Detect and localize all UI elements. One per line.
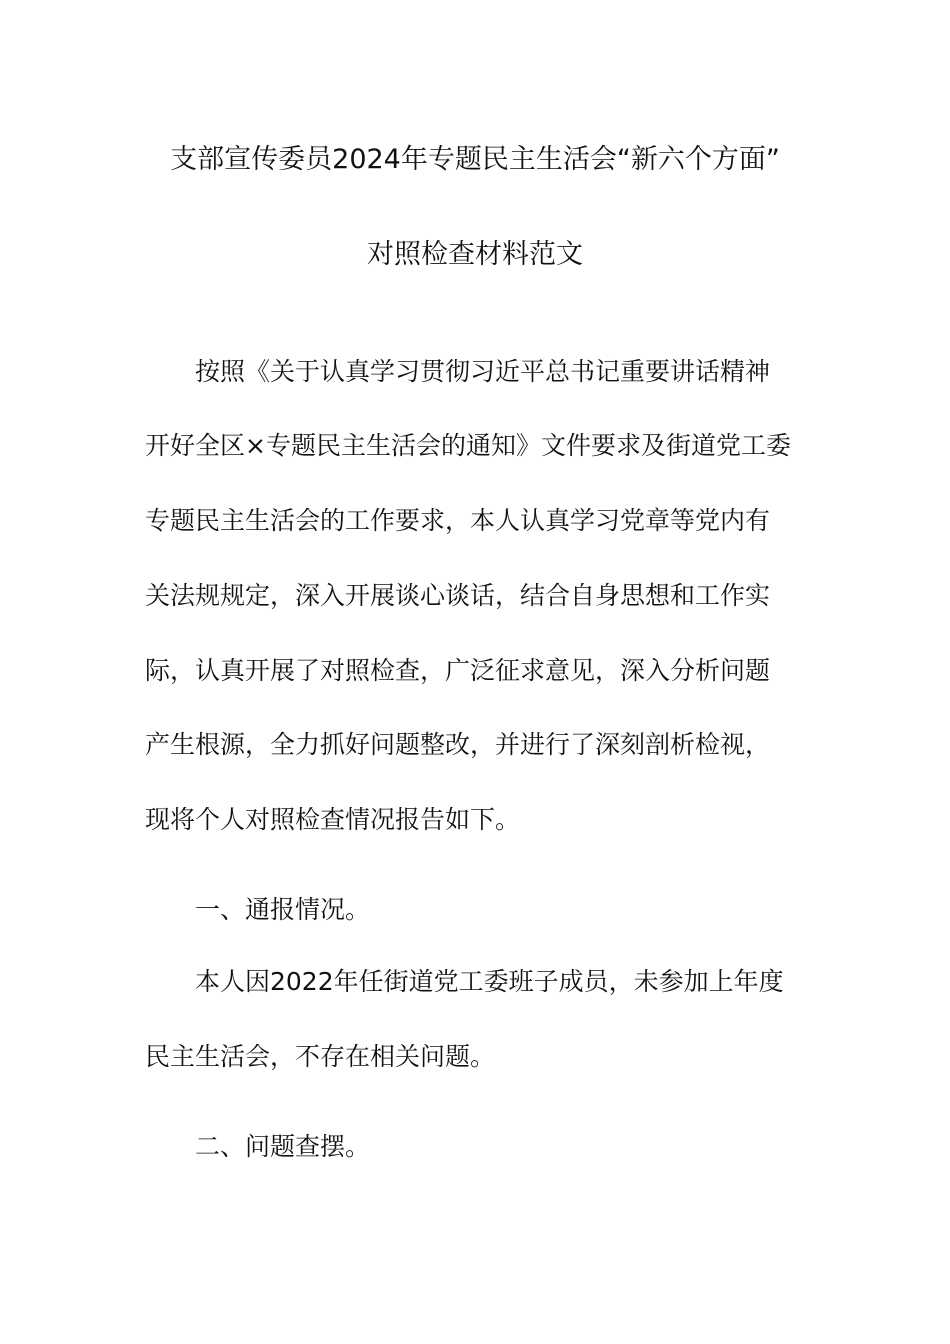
intro-paragraph-line-2: 开好全区×专题民主生活会的通知》文件要求及街道党工委	[145, 431, 791, 460]
intro-paragraph-line-3: 专题民主生活会的工作要求，本人认真学习党章等党内有	[145, 506, 771, 535]
section-1-line-2: 民主生活会，不存在相关问题。	[145, 1042, 496, 1071]
intro-paragraph-line-1: 按照《关于认真学习贯彻习近平总书记重要讲话精神	[195, 357, 771, 386]
intro-paragraph-line-6: 产生根源，全力抓好问题整改，并进行了深刻剖析检视，	[145, 730, 771, 759]
section-1-heading: 一、通报情况。	[195, 895, 371, 924]
document-title-line-2: 对照检查材料范文	[367, 239, 583, 270]
document-title-line-1: 支部宣传委员2024年专题民主生活会“新六个方面”	[170, 144, 780, 175]
section-2-heading: 二、问题查摆。	[195, 1132, 371, 1161]
section-1-line-1: 本人因2022年任街道党工委班子成员，未参加上年度	[195, 967, 784, 996]
intro-paragraph-line-5: 际，认真开展了对照检查，广泛征求意见，深入分析问题	[145, 656, 771, 685]
intro-paragraph-line-4: 关法规规定，深入开展谈心谈话，结合自身思想和工作实	[145, 581, 771, 610]
intro-paragraph-line-7: 现将个人对照检查情况报告如下。	[145, 805, 521, 834]
